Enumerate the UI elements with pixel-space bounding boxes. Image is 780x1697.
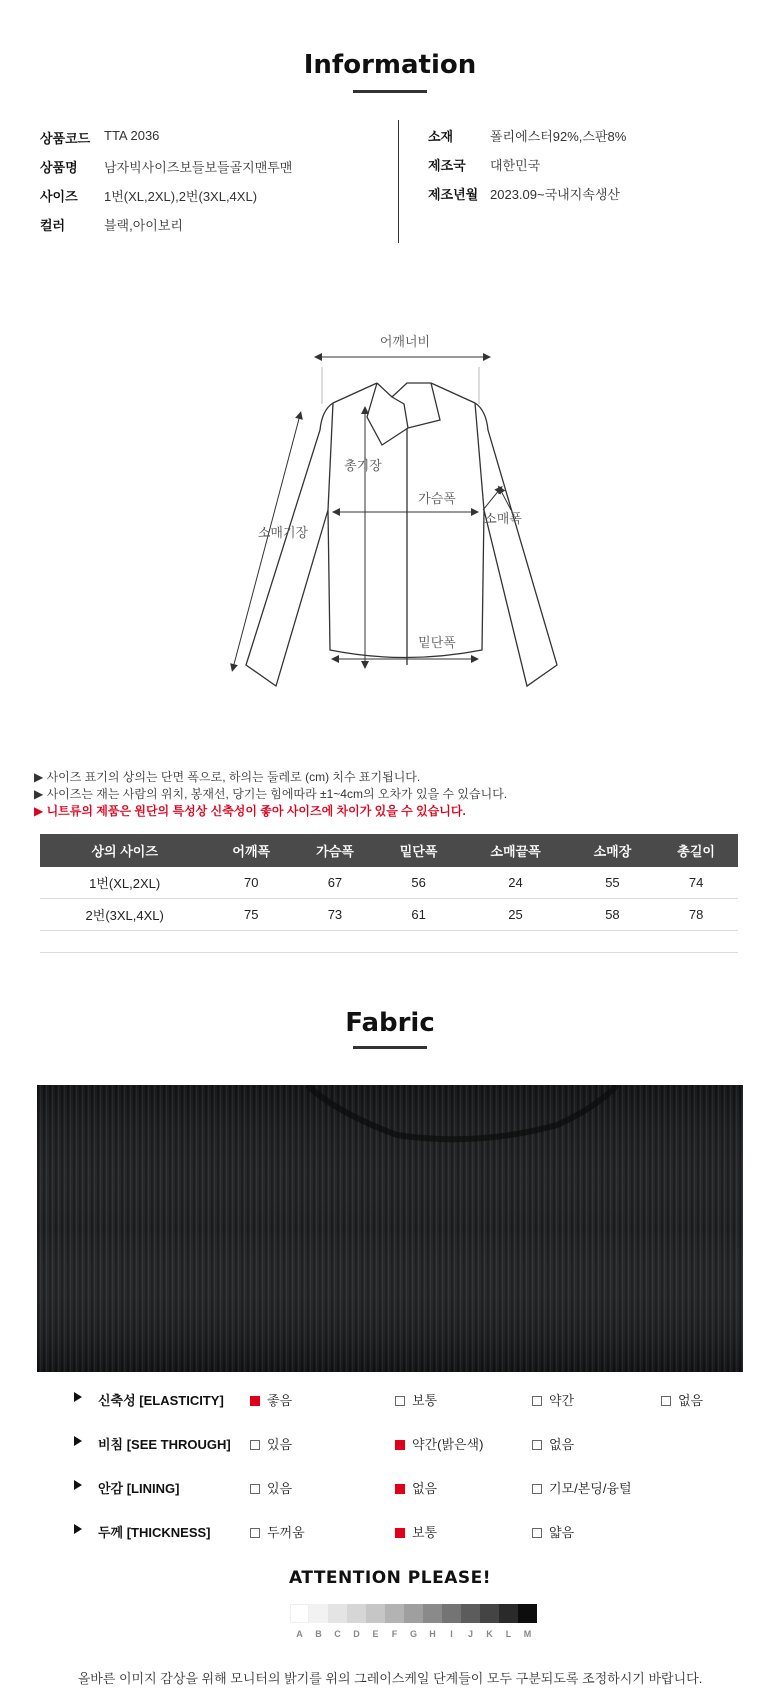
- property-row-elasticity: [0, 1388, 780, 1410]
- table-row: [40, 899, 738, 931]
- grayscale-letter: K: [486, 1629, 493, 1639]
- grayscale-letter: E: [372, 1629, 379, 1639]
- checkbox-icon: [532, 1440, 542, 1450]
- table-cell: 78: [654, 899, 738, 931]
- table-header-cell: 소매장: [571, 834, 655, 867]
- table-header-cell: 가슴폭: [293, 834, 377, 867]
- table-cell: 61: [377, 899, 461, 931]
- checkbox-checked-icon: [250, 1396, 260, 1406]
- material-label: 소재: [428, 129, 454, 144]
- grayscale-cell: [328, 1604, 347, 1623]
- manufacture-date-label: 제조년월: [428, 187, 479, 202]
- size-value: 1번(XL,2XL),2번(3XL,4XL): [104, 189, 258, 204]
- attention-message: 올바른 이미지 감상을 위해 모니터의 밝기를 위의 그레이스케일 단계들이 모두 구분되도록 조정하시기 바랍니다.: [77, 1671, 703, 1686]
- product-code-value: TTA 2036: [104, 128, 160, 143]
- table-header-cell: 총길이: [654, 834, 738, 867]
- option-none[interactable]: 없음: [532, 1434, 574, 1453]
- size-note-1: ▶ 사이즈 표기의 상의는 단면 폭으로, 하의는 둘레로 (cm) 치수 표기됩니다.: [34, 770, 421, 784]
- option-slight[interactable]: 약간: [532, 1390, 574, 1409]
- size-table-header: [40, 834, 738, 867]
- table-cell: 75: [209, 899, 293, 931]
- size-label: 사이즈: [40, 189, 78, 204]
- product-code-label: 상품코드: [40, 131, 91, 146]
- option-none[interactable]: 없음: [661, 1390, 703, 1409]
- product-name-label: 상품명: [40, 160, 78, 175]
- grayscale-letter: F: [391, 1629, 398, 1639]
- material-value: 폴리에스터92%,스판8%: [490, 129, 627, 144]
- table-cell: 67: [293, 867, 377, 899]
- sleeve-length-label: 소매기장: [257, 526, 309, 541]
- fabric-texture-image: [37, 1085, 743, 1372]
- fabric-title: Fabric: [345, 1008, 435, 1038]
- size-table: [40, 834, 738, 931]
- table-cell: 25: [460, 899, 570, 931]
- origin-value: 대한민국: [490, 158, 541, 173]
- grayscale-cell: [309, 1604, 328, 1623]
- checkbox-icon: [532, 1484, 542, 1494]
- fabric-title-underline: [353, 1046, 427, 1049]
- arrow-icon: [74, 1480, 82, 1490]
- property-name: 신축성 [ELASTICITY]: [98, 1393, 224, 1408]
- table-cell: 73: [293, 899, 377, 931]
- arrow-icon: [74, 1392, 82, 1402]
- option-none[interactable]: 없음: [395, 1478, 437, 1497]
- option-slight-light[interactable]: 약간(밝은색): [395, 1434, 483, 1453]
- arrow-icon: [74, 1436, 82, 1446]
- grayscale-cell: [499, 1604, 518, 1623]
- table-header-cell: 어깨폭: [209, 834, 293, 867]
- table-header-cell: 소매끝폭: [460, 834, 570, 867]
- checkbox-checked-icon: [395, 1440, 405, 1450]
- grayscale-letter: M: [523, 1629, 532, 1639]
- grayscale-letter: B: [315, 1629, 322, 1639]
- grayscale-letter: L: [505, 1629, 512, 1639]
- grayscale-letter: I: [450, 1629, 453, 1639]
- property-name: 안감 [LINING]: [98, 1481, 180, 1496]
- checkbox-icon: [250, 1440, 260, 1450]
- table-cell: 1번(XL,2XL): [40, 867, 209, 899]
- grayscale-letter: D: [353, 1629, 360, 1639]
- grayscale-letter: H: [429, 1629, 436, 1639]
- property-name: 두께 [THICKNESS]: [98, 1525, 211, 1540]
- table-cell: 55: [571, 867, 655, 899]
- sleeve-width-label: 소매폭: [484, 512, 522, 527]
- option-normal[interactable]: 보통: [395, 1522, 437, 1541]
- grayscale-cell: [480, 1604, 499, 1623]
- table-cell: 74: [654, 867, 738, 899]
- attention-title: ATTENTION PLEASE!: [289, 1568, 491, 1588]
- product-name-value: 남자빅사이즈보들보들골지맨투맨: [104, 160, 293, 175]
- checkbox-icon: [661, 1396, 671, 1406]
- table-cell: 56: [377, 867, 461, 899]
- grayscale-letter: G: [409, 1629, 417, 1639]
- grayscale-cell: [290, 1604, 309, 1623]
- option-yes[interactable]: 있음: [250, 1434, 292, 1453]
- shoulder-label: 어깨너비: [379, 335, 431, 350]
- checkbox-icon: [250, 1484, 260, 1494]
- grayscale-cell: [366, 1604, 385, 1623]
- checkbox-checked-icon: [395, 1484, 405, 1494]
- option-normal[interactable]: 보통: [395, 1390, 437, 1409]
- hem-label: 밑단폭: [418, 636, 456, 651]
- option-yes[interactable]: 있음: [250, 1478, 292, 1497]
- grayscale-cell: [347, 1604, 366, 1623]
- table-header-cell: 상의 사이즈: [40, 834, 209, 867]
- grayscale-letter: J: [467, 1629, 473, 1639]
- checkbox-icon: [250, 1528, 260, 1538]
- grayscale-cell: [461, 1604, 480, 1623]
- information-title: Information: [303, 50, 477, 80]
- arrow-icon: [74, 1524, 82, 1534]
- table-cell: 70: [209, 867, 293, 899]
- info-divider: [398, 120, 399, 243]
- grayscale-cell: [423, 1604, 442, 1623]
- garment-diagram: [0, 320, 780, 700]
- origin-label: 제조국: [428, 158, 466, 173]
- checkbox-icon: [395, 1396, 405, 1406]
- property-name: 비침 [SEE THROUGH]: [98, 1437, 231, 1452]
- table-cell: 58: [571, 899, 655, 931]
- grayscale-cell: [518, 1604, 537, 1623]
- property-row-thickness: [0, 1520, 780, 1542]
- size-note-3: ▶ 니트류의 제품은 원단의 특성상 신축성이 좋아 사이즈에 차이가 있을 수 있습니다.: [34, 804, 466, 818]
- total-length-label: 총기장: [344, 459, 382, 474]
- table-bottom-divider: [40, 952, 738, 953]
- grayscale-letter: C: [334, 1629, 341, 1639]
- manufacture-date-value: 2023.09~국내지속생산: [490, 187, 620, 202]
- table-row: [40, 867, 738, 899]
- option-thin[interactable]: 얇음: [532, 1522, 574, 1541]
- grayscale-cell: [442, 1604, 461, 1623]
- information-title-underline: [353, 90, 427, 93]
- grayscale-letter: A: [296, 1629, 303, 1639]
- option-good[interactable]: 좋음: [250, 1390, 292, 1409]
- grayscale-cell: [404, 1604, 423, 1623]
- color-value: 블랙,아이보리: [104, 218, 183, 233]
- checkbox-icon: [532, 1396, 542, 1406]
- option-thick[interactable]: 두꺼움: [250, 1522, 305, 1541]
- checkbox-icon: [532, 1528, 542, 1538]
- chest-label: 가슴폭: [418, 492, 456, 507]
- table-cell: 2번(3XL,4XL): [40, 899, 209, 931]
- table-header-cell: 밑단폭: [377, 834, 461, 867]
- size-note-2: ▶ 사이즈는 재는 사람의 위치, 봉재선, 당기는 힘에따라 ±1~4cm의 오차가 있을 수 있습니다.: [34, 787, 508, 801]
- property-row-lining: [0, 1476, 780, 1498]
- color-label: 컬러: [40, 218, 66, 233]
- property-row-see-through: [0, 1432, 780, 1454]
- grayscale-cell: [385, 1604, 404, 1623]
- option-brushed[interactable]: 기모/본딩/융털: [532, 1478, 632, 1497]
- checkbox-checked-icon: [395, 1528, 405, 1538]
- table-cell: 24: [460, 867, 570, 899]
